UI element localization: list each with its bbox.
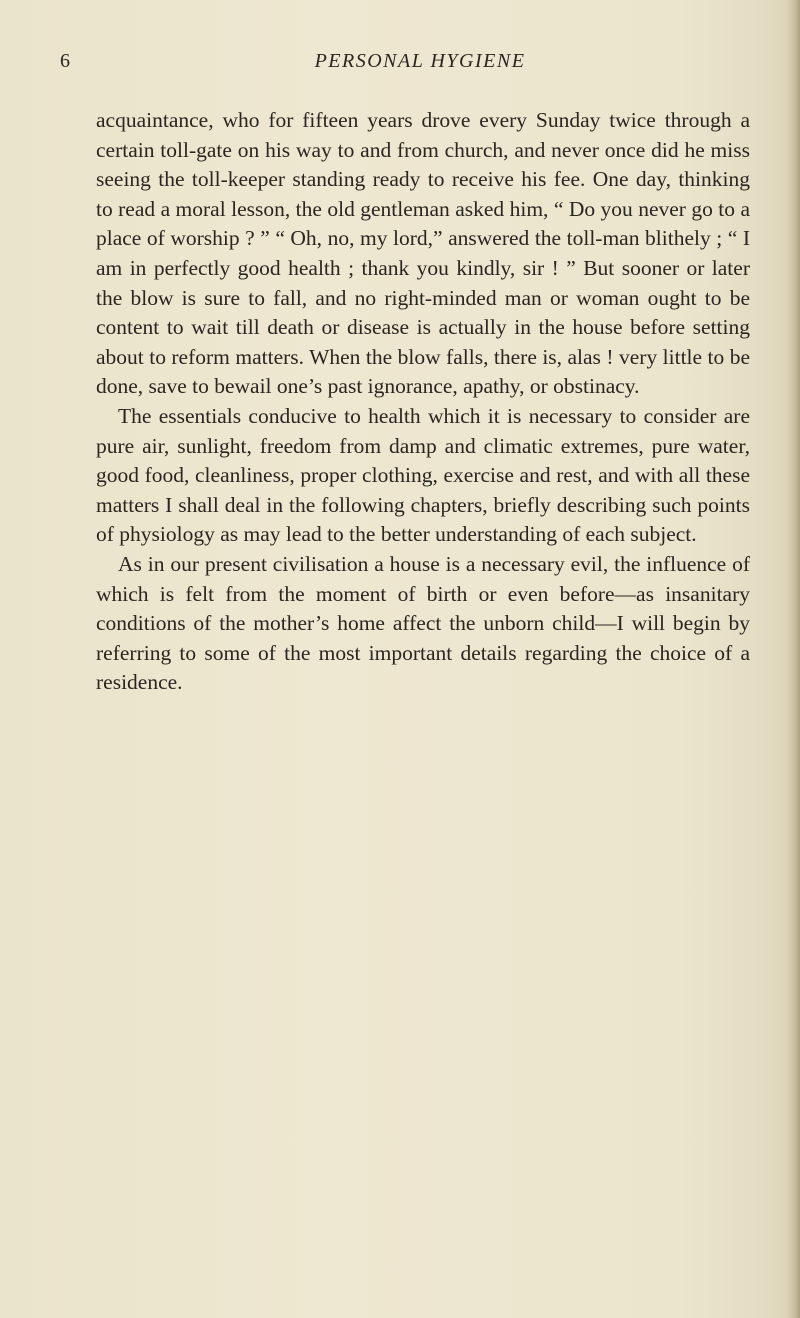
body-text bbox=[96, 106, 750, 698]
paragraph-continued: acquaintance, who for fifteen years drove every Sunday twice through a certain toll-gate on his way to and from church, and never once did he miss seeing the toll-keeper standing ready to receive his fee. One day, thinking to read a moral lesson, the old gentleman asked him, “ Do you never go to a place of worship ? ” “ Oh, no, my lord,” answered the toll-man blithely ; “ I am in perfectly good health ; thank you kindly, sir ! ” But sooner or later the blow is sure to fall, and no right-minded man or woman ought to be content to wait till death or disease is actually in the house before setting about to reform matters. When the blow falls, there is, alas ! very little to be done, save to bewail one’s past ignorance, apathy, or obstinacy. bbox=[96, 108, 750, 399]
paragraph-essentials: The essentials conducive to health which it is necessary to consider are pure air, sunlight, freedom from damp and climatic extremes, pure water, good food, cleanliness, proper clothing, exercise and rest, and with all these matters I shall deal in the following chapters, briefly describing such points of physiology as may lead to the better understanding of each subject. bbox=[96, 403, 750, 547]
page-number: 6 bbox=[60, 50, 71, 72]
page-header bbox=[60, 50, 740, 80]
paragraph-house: As in our present civilisation a house is a necessary evil, the influence of which is felt from the moment of birth or even before—as insanitary conditions of the mother’s home affect the unborn child—I will begin by referring to some of the most important details regarding the choice of a residence. bbox=[96, 551, 750, 695]
running-title: PERSONAL HYGIENE bbox=[314, 50, 526, 72]
page-edge-shadow bbox=[786, 0, 800, 1318]
